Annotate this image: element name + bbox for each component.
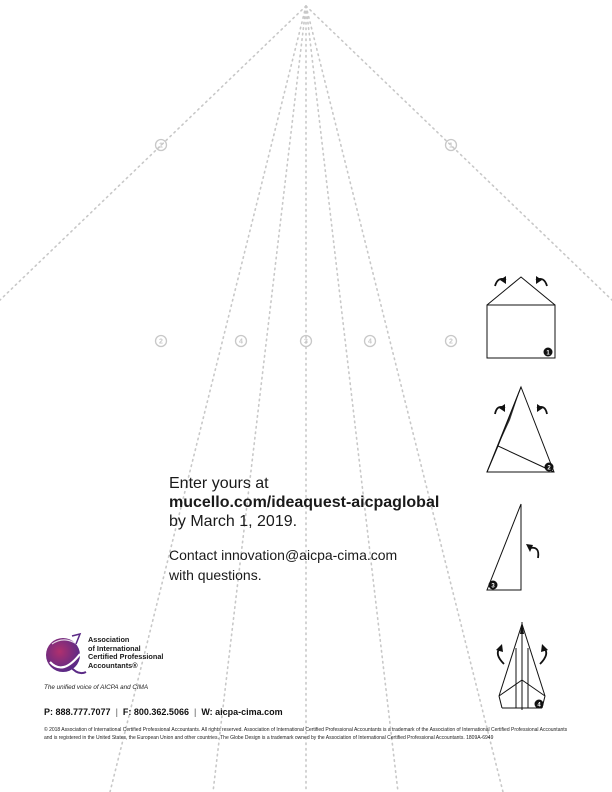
fold-number-1-right: 1	[449, 142, 453, 150]
fax-number: F: 800.362.5066	[122, 707, 189, 717]
fold-number-2-right: 2	[449, 338, 453, 346]
fold-number-4-right: 4	[368, 338, 372, 346]
svg-text:4: 4	[537, 702, 541, 709]
fold-number-1-left: 1	[159, 142, 163, 150]
call-to-action	[169, 474, 469, 531]
legal-disclaimer: © 2018 Association of International Certified Professional Accountants. All rights reserved. Association of International Certified Professional Accountants is a trademark of the Association of International Certified Professional Accountants and is registered in the United States, the European Union and other countries. The Globe Design is a trademark owned by the Association of International Certified Professional Accountants. 1809A-6949	[44, 727, 568, 741]
website-link[interactable]: W: aicpa-cima.com	[201, 707, 283, 717]
globe-logo-icon	[42, 632, 88, 678]
fold-step-1-diagram	[478, 268, 568, 364]
organization-name: Association of International Certified Professional Accountants®	[88, 635, 164, 670]
submission-url-link[interactable]: mucello.com/ideaquest-aicpaglobal	[169, 494, 440, 511]
fold-step-4-diagram	[478, 618, 568, 716]
fold-step-2-diagram	[478, 384, 568, 476]
contact-questions-line: with questions.	[169, 567, 262, 583]
fold-line-outer-left	[0, 6, 306, 300]
svg-text:3: 3	[491, 583, 495, 590]
phone-number: P: 888.777.7077	[44, 707, 111, 717]
fold-number-2-left: 2	[159, 338, 163, 346]
contact-info	[169, 545, 469, 585]
contact-email-line[interactable]: Contact innovation@aicpa-cima.com	[169, 547, 398, 563]
cta-intro: Enter yours at	[169, 475, 269, 492]
fold-line-4-right	[306, 6, 398, 792]
contact-details-row: P: 888.777.7077 | F: 800.362.5066 | W: aicpa-cima.com	[44, 707, 283, 717]
fold-line-4-left	[213, 6, 306, 792]
fold-line-2-left	[110, 6, 306, 792]
fold-line-2-right	[306, 6, 503, 792]
fold-number-4-left: 4	[239, 338, 243, 346]
deadline-text: by March 1, 2019.	[169, 513, 298, 530]
fold-number-3-center: 3	[304, 338, 308, 346]
svg-text:1: 1	[546, 350, 550, 357]
fold-line-outer-right	[306, 6, 612, 300]
fold-step-3-diagram	[478, 500, 568, 596]
svg-text:2: 2	[547, 465, 551, 472]
organization-tagline: The unified voice of AICPA and CIMA	[44, 684, 149, 691]
